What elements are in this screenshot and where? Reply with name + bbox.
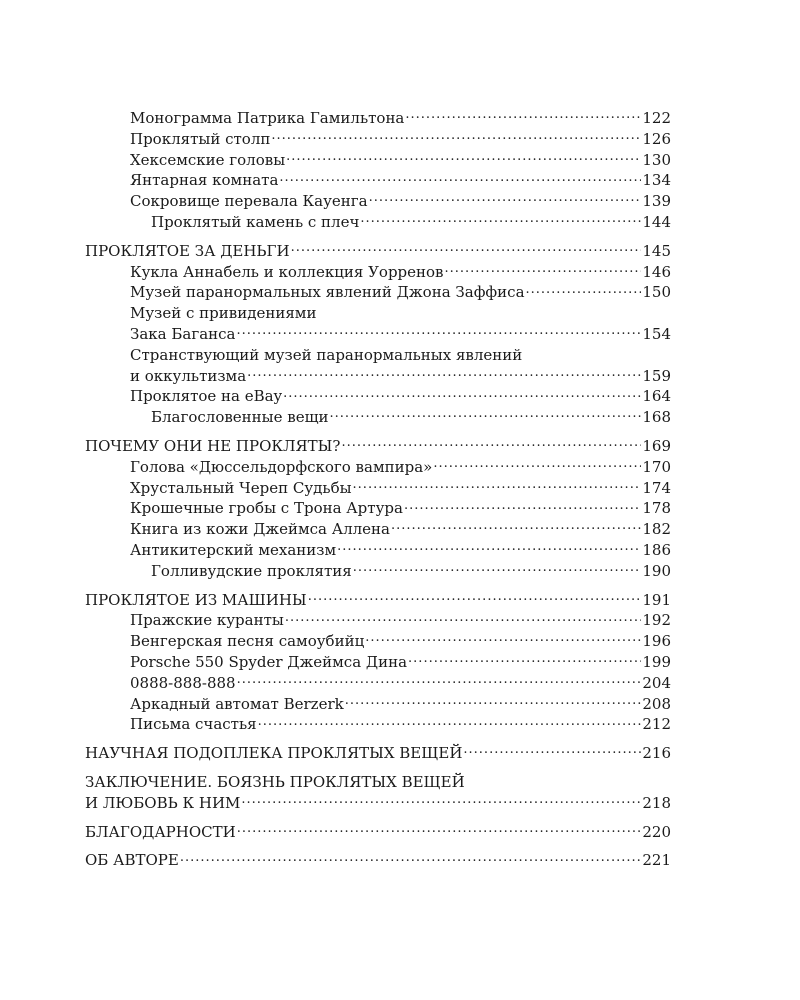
toc-entry[interactable] bbox=[85, 540, 671, 561]
toc-entry-page: 208 bbox=[642, 694, 671, 713]
toc-entry-title: и оккультизма bbox=[130, 366, 247, 385]
toc-entry-title: Голова «Дюссельдорфского вампира» bbox=[130, 457, 433, 476]
toc-entry-title: Porsche 550 Spyder Джеймса Дина bbox=[130, 652, 408, 671]
toc-entry-page: 126 bbox=[642, 129, 671, 148]
dot-leader bbox=[237, 673, 642, 688]
toc-entry-title: Проклятый камень с плеч bbox=[151, 212, 360, 231]
toc-section bbox=[85, 241, 671, 428]
toc-entry[interactable] bbox=[85, 108, 671, 129]
table-of-contents bbox=[85, 108, 671, 879]
toc-entry-page: 130 bbox=[642, 150, 671, 169]
toc-entry-title: Хрустальный Череп Судьбы bbox=[130, 478, 352, 497]
toc-entry[interactable] bbox=[85, 407, 671, 428]
toc-entry-page: 212 bbox=[642, 715, 671, 734]
toc-entry-title: Хексемские головы bbox=[130, 150, 286, 169]
toc-entry-page: 199 bbox=[642, 652, 671, 671]
toc-entry[interactable] bbox=[85, 652, 671, 673]
toc-chapter-title: ЗАКЛЮЧЕНИЕ. БОЯЗНЬ ПРОКЛЯТЫХ ВЕЩЕЙ bbox=[85, 772, 465, 791]
toc-entry-page: 182 bbox=[642, 520, 671, 539]
toc-chapter[interactable] bbox=[85, 850, 671, 871]
toc-section bbox=[85, 436, 671, 582]
toc-chapter[interactable] bbox=[85, 793, 671, 814]
toc-chapter-title: БЛАГОДАРНОСТИ bbox=[85, 822, 236, 841]
toc-chapter-page: 145 bbox=[642, 241, 671, 260]
toc-chapter-page: 191 bbox=[642, 590, 671, 609]
dot-leader bbox=[365, 631, 641, 646]
toc-chapter-title: ПРОКЛЯТОЕ ИЗ МАШИНЫ bbox=[85, 590, 307, 609]
toc-entry-title: Янтарная комната bbox=[130, 171, 279, 190]
toc-entry-title: Благословенные вещи bbox=[151, 408, 329, 427]
toc-entry-title: Странствующий музей паранормальных явлений bbox=[130, 345, 523, 364]
toc-entry-page: 146 bbox=[642, 262, 671, 281]
toc-entry-page: 139 bbox=[642, 192, 671, 211]
toc-chapter[interactable] bbox=[85, 822, 671, 843]
toc-entry-page: 134 bbox=[642, 171, 671, 190]
dot-leader bbox=[236, 324, 641, 339]
toc-entry[interactable] bbox=[85, 324, 671, 345]
toc-entry-title: Письма счастья bbox=[130, 715, 257, 734]
toc-entry-page: 168 bbox=[642, 408, 671, 427]
dot-leader bbox=[308, 590, 642, 605]
toc-entry[interactable] bbox=[85, 191, 671, 212]
toc-entry[interactable] bbox=[85, 519, 671, 540]
toc-entry-title: Кукла Аннабель и коллекция Уорренов bbox=[130, 262, 444, 281]
toc-chapter-page: 216 bbox=[642, 744, 671, 763]
toc-entry-title: Проклятое на eBay bbox=[130, 387, 283, 406]
toc-entry-title: Музей с привидениями bbox=[130, 304, 317, 323]
toc-entry[interactable] bbox=[85, 694, 671, 715]
toc-entry-title: Крошечные гробы с Трона Артура bbox=[130, 499, 403, 518]
toc-entry-title: Аркадный автомат Berzerk bbox=[130, 694, 344, 713]
dot-leader bbox=[241, 793, 641, 808]
toc-entry[interactable] bbox=[85, 366, 671, 387]
dot-leader bbox=[369, 191, 642, 206]
toc-entry-title: Монограмма Патрика Гамильтона bbox=[130, 109, 405, 127]
toc-entry-page: 178 bbox=[642, 499, 671, 518]
dot-leader bbox=[353, 561, 642, 576]
dot-leader bbox=[271, 129, 641, 144]
toc-section bbox=[85, 850, 671, 871]
dot-leader bbox=[360, 212, 641, 227]
dot-leader bbox=[405, 108, 641, 123]
toc-entry-page: 174 bbox=[642, 478, 671, 497]
toc-entry[interactable] bbox=[85, 498, 671, 519]
toc-chapter-page: 221 bbox=[642, 851, 671, 870]
toc-entry-title: Венгерская песня самоубийц bbox=[130, 632, 365, 651]
toc-chapter[interactable] bbox=[85, 436, 671, 457]
dot-leader bbox=[404, 498, 641, 513]
dot-leader bbox=[258, 714, 642, 729]
toc-entry-page: 154 bbox=[642, 324, 671, 343]
toc-entry-page: 192 bbox=[642, 611, 671, 630]
toc-entry-title: Антикитерский механизм bbox=[130, 540, 337, 559]
dot-leader bbox=[237, 822, 642, 837]
toc-entry-page: 190 bbox=[642, 561, 671, 580]
dot-leader bbox=[345, 694, 642, 709]
toc-chapter-line[interactable] bbox=[85, 772, 671, 793]
toc-entry-title: Пражские куранты bbox=[130, 611, 284, 630]
toc-entry[interactable] bbox=[85, 714, 671, 735]
dot-leader bbox=[408, 652, 641, 667]
dot-leader bbox=[353, 478, 642, 493]
toc-entry-title: Книга из кожи Джеймса Аллена bbox=[130, 520, 390, 539]
toc-entry[interactable] bbox=[85, 150, 671, 171]
toc-entry-page: 150 bbox=[642, 283, 671, 302]
dot-leader bbox=[463, 743, 641, 758]
toc-entry[interactable] bbox=[85, 386, 671, 407]
toc-chapter-title: И ЛЮБОВЬ К НИМ bbox=[85, 793, 241, 812]
dot-leader bbox=[433, 457, 641, 472]
toc-entry[interactable] bbox=[85, 282, 671, 303]
toc-entry-title: Проклятый столп bbox=[130, 129, 271, 148]
toc-entry-page: 159 bbox=[642, 366, 671, 385]
toc-entry-title: 0888-888-888 bbox=[130, 673, 236, 692]
toc-entry[interactable] bbox=[85, 561, 671, 582]
toc-entry-page: 144 bbox=[642, 212, 671, 231]
toc-entry-page: 122 bbox=[642, 109, 671, 127]
toc-entry-title: Сокровище перевала Кауенга bbox=[130, 192, 368, 211]
toc-section bbox=[85, 108, 671, 233]
dot-leader bbox=[526, 282, 642, 297]
toc-entry[interactable] bbox=[85, 631, 671, 652]
toc-entry-line[interactable] bbox=[85, 303, 671, 324]
toc-entry[interactable] bbox=[85, 262, 671, 283]
toc-entry-page: 164 bbox=[642, 387, 671, 406]
toc-entry[interactable] bbox=[85, 610, 671, 631]
toc-section bbox=[85, 590, 671, 736]
toc-entry-title: Музей паранормальных явлений Джона Заффиса bbox=[130, 283, 525, 302]
toc-entry-page: 204 bbox=[642, 673, 671, 692]
dot-leader bbox=[291, 241, 642, 256]
dot-leader bbox=[285, 610, 642, 625]
toc-entry-title: Голливудские проклятия bbox=[151, 561, 352, 580]
dot-leader bbox=[330, 407, 642, 422]
toc-chapter-title: ОБ АВТОРЕ bbox=[85, 851, 179, 870]
toc-section bbox=[85, 743, 671, 764]
toc-chapter-page: 220 bbox=[642, 822, 671, 841]
toc-entry-line[interactable] bbox=[85, 345, 671, 366]
dot-leader bbox=[445, 262, 642, 277]
dot-leader bbox=[283, 386, 641, 401]
toc-chapter-page: 218 bbox=[642, 793, 671, 812]
toc-section bbox=[85, 772, 671, 814]
dot-leader bbox=[391, 519, 641, 534]
dot-leader bbox=[337, 540, 641, 555]
toc-entry[interactable] bbox=[85, 457, 671, 478]
toc-entry[interactable] bbox=[85, 212, 671, 233]
toc-chapter[interactable] bbox=[85, 241, 671, 262]
dot-leader bbox=[286, 150, 641, 165]
toc-entry-page: 186 bbox=[642, 540, 671, 559]
toc-section bbox=[85, 822, 671, 843]
toc-entry-title: Зака Баганса bbox=[130, 324, 236, 343]
toc-entry[interactable] bbox=[85, 673, 671, 694]
toc-entry[interactable] bbox=[85, 478, 671, 499]
toc-entry-page: 170 bbox=[642, 457, 671, 476]
dot-leader bbox=[247, 366, 641, 381]
toc-entry[interactable] bbox=[85, 170, 671, 191]
toc-chapter-title: ПОЧЕМУ ОНИ НЕ ПРОКЛЯТЫ? bbox=[85, 436, 341, 455]
dot-leader bbox=[341, 436, 641, 451]
toc-chapter-title: ПРОКЛЯТОЕ ЗА ДЕНЬГИ bbox=[85, 241, 290, 260]
toc-chapter-title: НАУЧНАЯ ПОДОПЛЕКА ПРОКЛЯТЫХ ВЕЩЕЙ bbox=[85, 744, 463, 763]
toc-entry[interactable] bbox=[85, 129, 671, 150]
toc-chapter[interactable] bbox=[85, 590, 671, 611]
toc-chapter[interactable] bbox=[85, 743, 671, 764]
toc-chapter-page: 169 bbox=[642, 436, 671, 455]
dot-leader bbox=[180, 850, 642, 865]
dot-leader bbox=[279, 170, 641, 185]
toc-entry-page: 196 bbox=[642, 632, 671, 651]
